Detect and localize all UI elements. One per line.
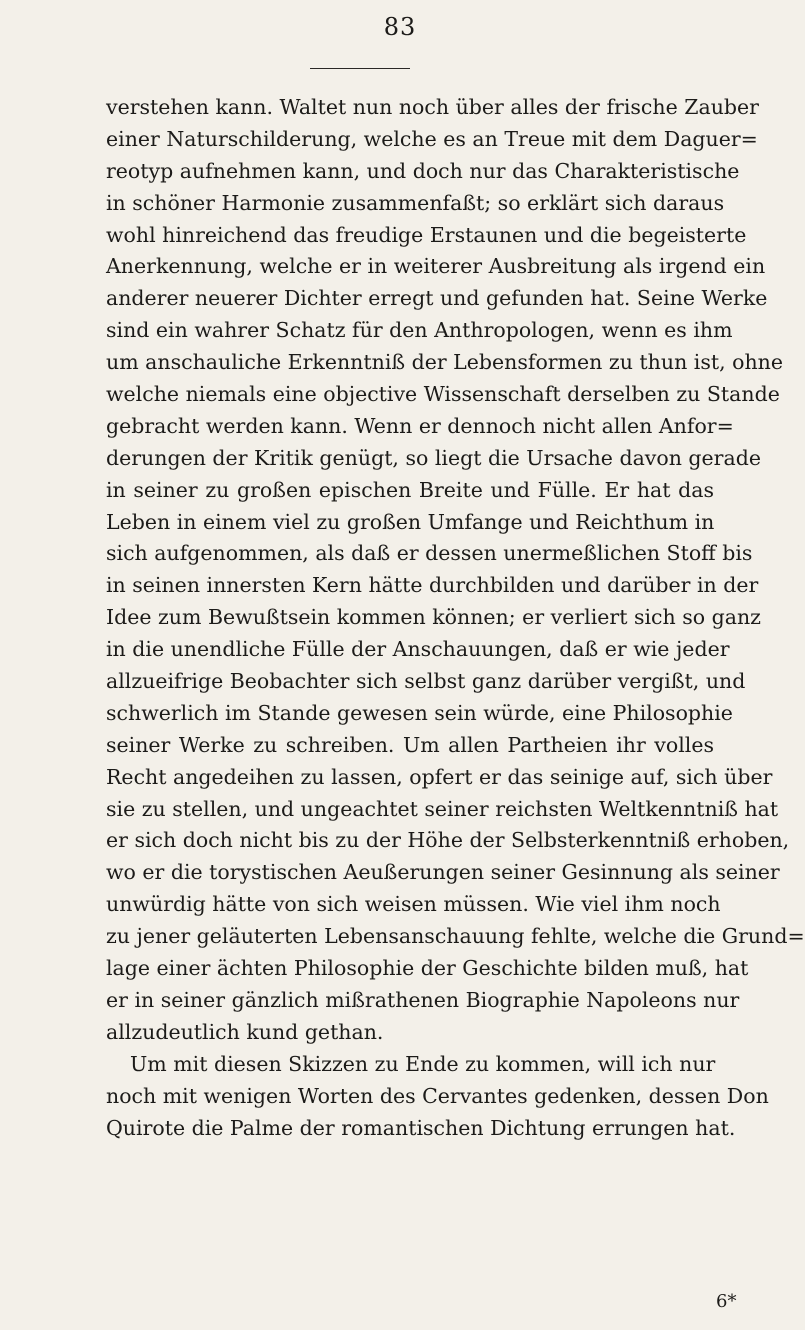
text-line: derungen der Kritik genügt, so liegt die Ursache davon gerade (106, 445, 761, 470)
text-line: Recht angedeihen zu lassen, opfert er das seinige auf, sich über (106, 764, 773, 789)
text-line: verstehen kann. Waltet nun noch über alles der frische Zauber (106, 95, 759, 119)
text-line: sie zu stellen, und ungeachtet seiner reichsten Weltkenntniß hat (106, 796, 779, 821)
paragraph-2 (106, 1049, 769, 1145)
text-line: seiner Werke zu schreiben. Um allen Partheien ihr volles (106, 732, 714, 757)
text-line: er in seiner gänzlich mißrathenen Biographie Napoleons nur (106, 987, 740, 1012)
text-line: Anerkennung, welche er in weiterer Ausbreitung als irgend ein (106, 254, 766, 279)
text-line: wo er die torystischen Aeußerungen seiner Gesinnung als seiner (106, 860, 780, 885)
text-line: allzueifrige Beobachter sich selbst ganz darüber vergißt, und (106, 669, 746, 694)
text-line: einer Naturschilderung, welche es an Treue mit dem Daguer= (106, 126, 758, 151)
text-line: gebracht werden kann. Wenn er dennoch nicht allen Anfor= (106, 413, 734, 438)
body-text (106, 92, 805, 1144)
text-line: Idee zum Bewußtsein kommen können; er verliert sich so ganz (106, 605, 761, 630)
text-line: sind ein wahrer Schatz für den Anthropologen, wenn es ihm (106, 318, 733, 343)
text-line: noch mit wenigen Worten des Cervantes gedenken, dessen Don (106, 1083, 769, 1108)
text-line: lage einer ächten Philosophie der Geschichte bilden muß, hat (106, 956, 749, 981)
page-number: 83 (383, 13, 417, 41)
text-line: reotyp aufnehmen kann, und doch nur das Charakteristische (106, 158, 740, 183)
text-line: er sich doch nicht bis zu der Höhe der Selbsterkenntniß erhoben, (106, 828, 790, 853)
text-line: schwerlich im Stande gewesen sein würde, eine Philosophie (106, 700, 733, 725)
text-line: um anschauliche Erkenntniß der Lebensformen zu thun ist, ohne (106, 350, 784, 375)
text-line: allzudeutlich kund gethan. (106, 1019, 384, 1044)
text-line: Quirote die Palme der romantischen Dichtung errungen hat. (106, 1115, 736, 1140)
text-line: Leben in einem viel zu großen Umfange und Reichthum in (106, 509, 715, 534)
paragraph-1 (106, 92, 805, 1049)
text-line: sich aufgenommen, als daß er dessen unermeßlichen Stoff bis (106, 541, 753, 566)
text-line: in schöner Harmonie zusammenfaßt; so erklärt sich daraus (106, 190, 725, 215)
header-rule (310, 68, 410, 69)
text-line: in die unendliche Fülle der Anschauungen, daß er wie jeder (106, 637, 730, 662)
signature-mark: 6* (716, 1291, 737, 1312)
text-line: anderer neuerer Dichter erregt und gefunden hat. Seine Werke (106, 286, 768, 311)
text-line: welche niemals eine objective Wissenschaft derselben zu Stande (106, 382, 780, 407)
text-line: unwürdig hätte von sich weisen müssen. Wie viel ihm noch (106, 892, 721, 917)
text-line: wohl hinreichend das freudige Erstaunen und die begeisterte (106, 222, 747, 247)
text-line: in seinen innersten Kern hätte durchbilden und darüber in der (106, 573, 759, 598)
text-line: Um mit diesen Skizzen zu Ende zu kommen, will ich nur (130, 1051, 716, 1076)
text-line: in seiner zu großen epischen Breite und Fülle. Er hat das (106, 477, 714, 502)
text-line: zu jener geläuterten Lebensanschauung fehlte, welche die Grund= (106, 924, 805, 949)
